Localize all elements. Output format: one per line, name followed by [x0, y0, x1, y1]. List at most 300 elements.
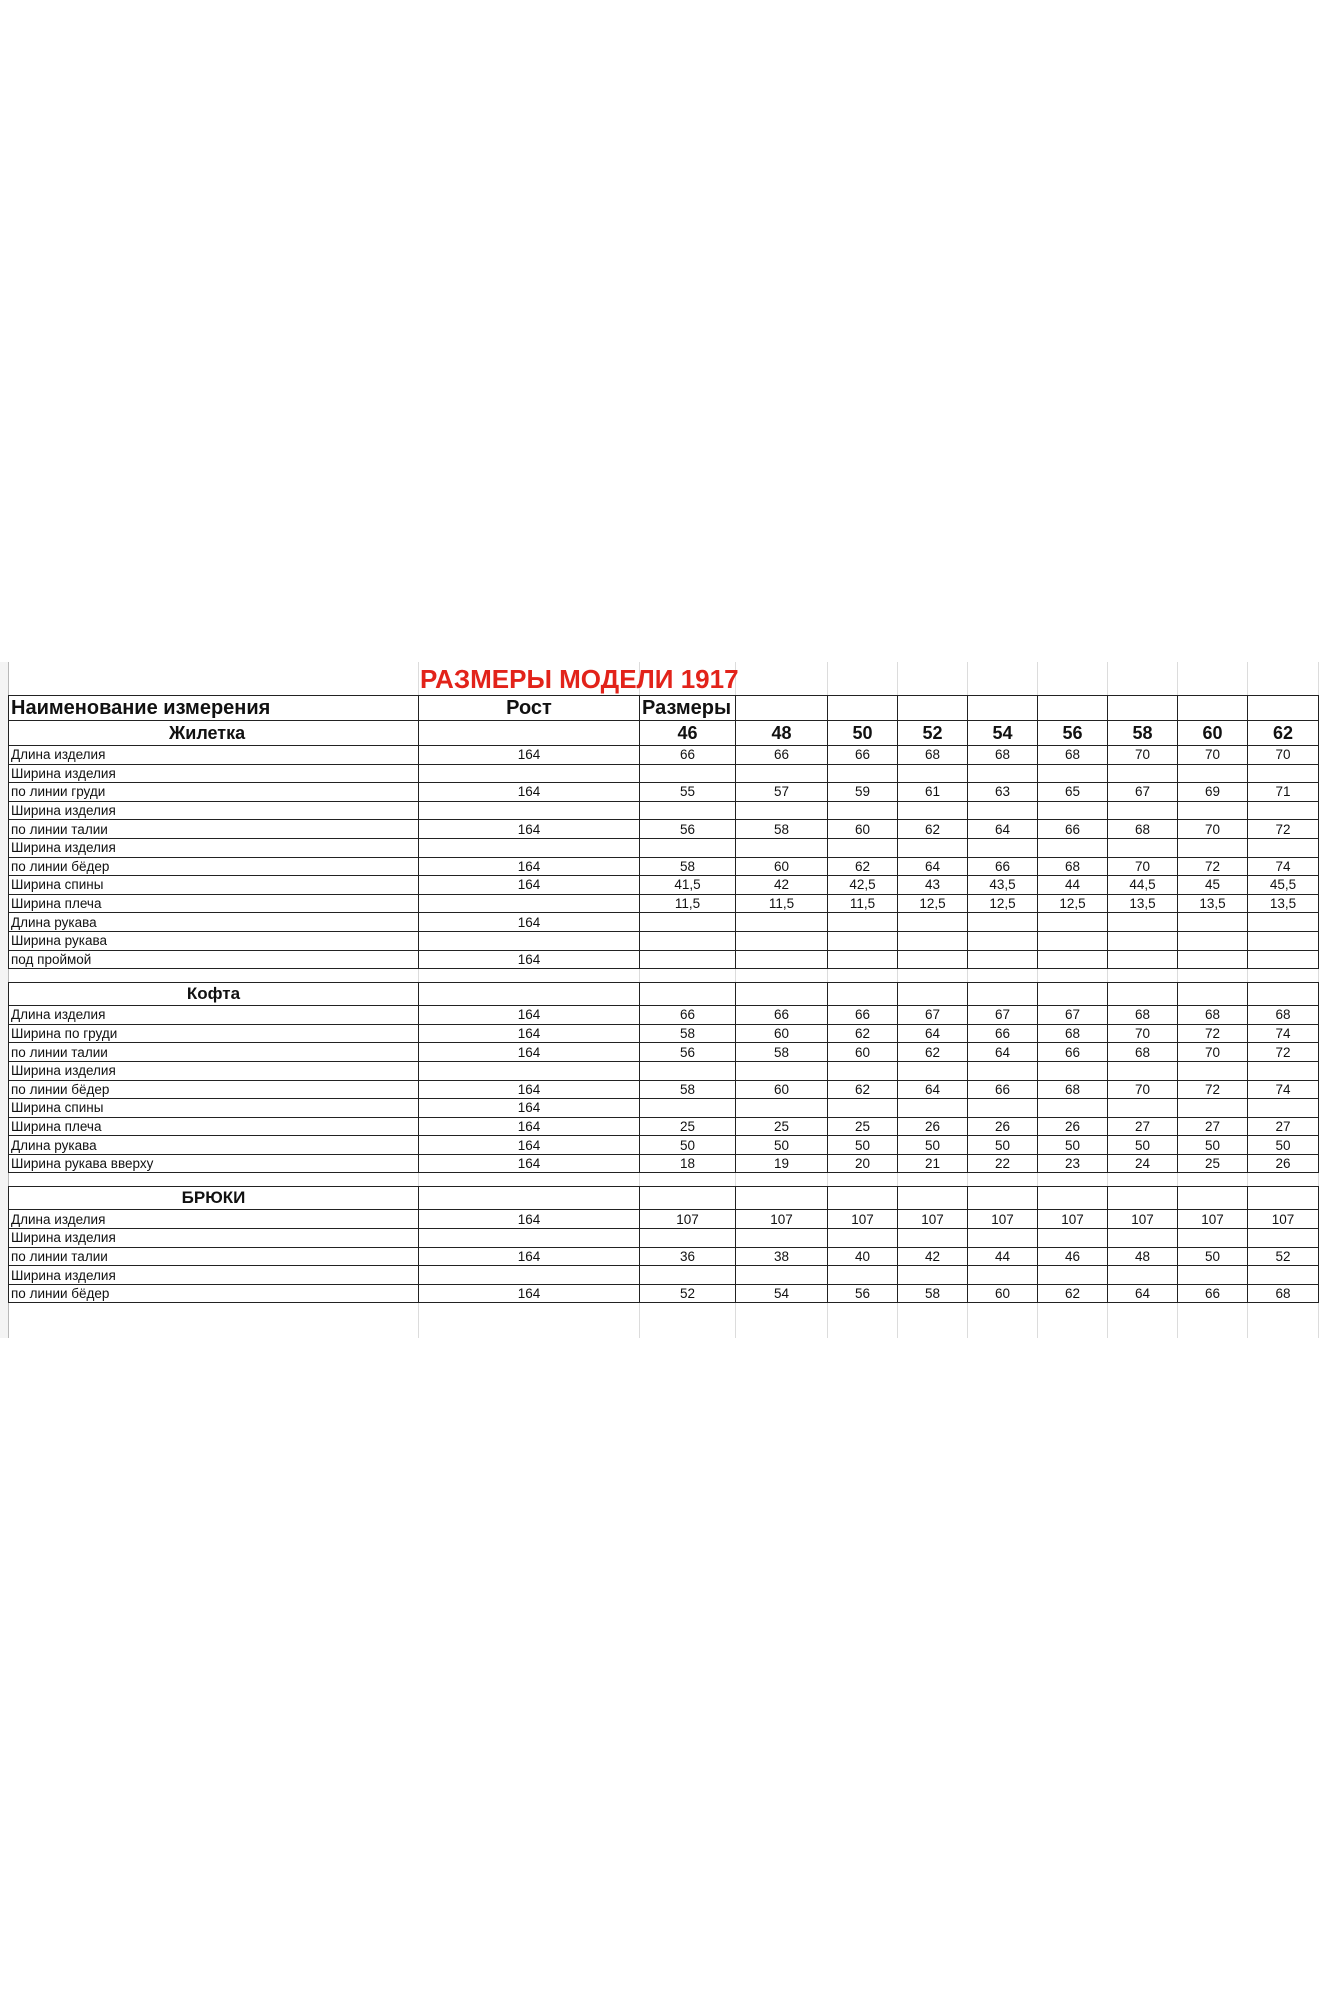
table-row — [9, 1229, 1319, 1248]
size-value-cell: 26 — [898, 1117, 968, 1136]
header-empty-cell — [1178, 696, 1248, 721]
spacer-cell — [1178, 969, 1248, 983]
size-value-cell: 56 — [640, 820, 736, 839]
size-value-cell: 12,5 — [968, 894, 1038, 913]
height-cell: 164 — [419, 746, 640, 765]
size-value-cell — [736, 1229, 828, 1248]
size-value-cell — [736, 1266, 828, 1285]
size-value-cell — [898, 1229, 968, 1248]
size-value-cell — [1248, 931, 1319, 950]
size-value-cell — [640, 950, 736, 969]
size-value-cell: 62 — [828, 1080, 898, 1099]
size-value-cell — [898, 913, 968, 932]
size-value-cell: 62 — [898, 820, 968, 839]
size-table — [8, 695, 1319, 1303]
size-value-cell: 68 — [1248, 1006, 1319, 1025]
size-value-cell: 68 — [1038, 1080, 1108, 1099]
size-value-cell: 68 — [898, 746, 968, 765]
spacer-cell — [1178, 1173, 1248, 1187]
size-value-cell — [1108, 931, 1178, 950]
size-value-cell: 24 — [1108, 1154, 1178, 1173]
spacer-cell — [1038, 969, 1108, 983]
size-value-cell: 68 — [1178, 1006, 1248, 1025]
size-value-cell: 63 — [968, 783, 1038, 802]
size-value-cell — [1248, 1099, 1319, 1118]
size-value-cell: 70 — [1108, 746, 1178, 765]
measure-label: Ширина изделия — [9, 1266, 419, 1285]
height-cell: 164 — [419, 950, 640, 969]
size-value-cell: 64 — [968, 820, 1038, 839]
size-value-cell: 50 — [968, 1136, 1038, 1155]
size-value-cell: 13,5 — [1248, 894, 1319, 913]
section-empty-cell — [419, 983, 640, 1006]
size-value-cell — [1178, 801, 1248, 820]
size-value-cell: 67 — [1038, 1006, 1108, 1025]
size-value-cell: 68 — [1038, 1024, 1108, 1043]
size-value-cell: 74 — [1248, 1080, 1319, 1099]
size-header-cell: 62 — [1248, 721, 1319, 746]
size-value-cell: 72 — [1178, 857, 1248, 876]
size-value-cell: 66 — [640, 1006, 736, 1025]
size-value-cell: 52 — [1248, 1247, 1319, 1266]
size-value-cell — [1108, 838, 1178, 857]
section-empty-cell — [968, 1187, 1038, 1210]
size-value-cell: 44,5 — [1108, 876, 1178, 895]
size-value-cell: 66 — [968, 1024, 1038, 1043]
size-value-cell: 60 — [736, 857, 828, 876]
size-value-cell: 57 — [736, 783, 828, 802]
size-value-cell — [898, 801, 968, 820]
size-value-cell: 27 — [1178, 1117, 1248, 1136]
size-value-cell: 71 — [1248, 783, 1319, 802]
table-row — [9, 1006, 1319, 1025]
size-value-cell: 61 — [898, 783, 968, 802]
size-value-cell — [1038, 1061, 1108, 1080]
height-cell: 164 — [419, 876, 640, 895]
size-value-cell: 66 — [968, 1080, 1038, 1099]
size-value-cell: 68 — [1108, 1006, 1178, 1025]
table-row — [9, 1136, 1319, 1155]
size-value-cell: 42,5 — [828, 876, 898, 895]
size-value-cell: 67 — [968, 1006, 1038, 1025]
height-cell: 164 — [419, 1247, 640, 1266]
size-header-cell: 54 — [968, 721, 1038, 746]
spacer-row — [9, 969, 1319, 983]
size-value-cell — [1108, 801, 1178, 820]
section-empty-cell — [1178, 983, 1248, 1006]
page-title: РАЗМЕРЫ МОДЕЛИ 1917 — [420, 664, 739, 694]
header-empty-cell — [1038, 696, 1108, 721]
height-cell — [419, 801, 640, 820]
size-value-cell: 50 — [1178, 1136, 1248, 1155]
header-name-cell: Наименование измерения — [9, 696, 419, 721]
size-value-cell: 58 — [640, 857, 736, 876]
section-title: БРЮКИ — [9, 1187, 419, 1210]
size-value-cell — [828, 1061, 898, 1080]
table-row — [9, 857, 1319, 876]
spacer-cell — [419, 969, 640, 983]
height-cell: 164 — [419, 913, 640, 932]
size-value-cell — [1038, 1229, 1108, 1248]
table-row — [9, 820, 1319, 839]
table-row — [9, 1266, 1319, 1285]
header-empty-cell — [1108, 696, 1178, 721]
size-value-cell — [1178, 931, 1248, 950]
size-value-cell — [640, 1266, 736, 1285]
size-value-cell — [898, 1061, 968, 1080]
table-row — [9, 783, 1319, 802]
size-value-cell: 64 — [898, 1080, 968, 1099]
size-value-cell: 42 — [898, 1247, 968, 1266]
height-cell: 164 — [419, 1154, 640, 1173]
size-value-cell: 43 — [898, 876, 968, 895]
size-value-cell: 42 — [736, 876, 828, 895]
size-value-cell: 68 — [1108, 820, 1178, 839]
size-value-cell — [828, 913, 898, 932]
height-cell — [419, 1229, 640, 1248]
section-empty-cell — [1248, 983, 1319, 1006]
size-value-cell — [1248, 801, 1319, 820]
size-value-cell: 70 — [1108, 1024, 1178, 1043]
table-row — [9, 1210, 1319, 1229]
section-empty-cell — [1108, 1187, 1178, 1210]
size-value-cell: 50 — [736, 1136, 828, 1155]
section-empty-cell — [640, 1187, 736, 1210]
size-value-cell: 55 — [640, 783, 736, 802]
section-empty-cell — [1038, 983, 1108, 1006]
section-header-row — [9, 1187, 1319, 1210]
section-title: Кофта — [9, 983, 419, 1006]
table-row — [9, 876, 1319, 895]
size-value-cell: 68 — [1038, 857, 1108, 876]
size-value-cell — [828, 931, 898, 950]
size-value-cell: 58 — [736, 1043, 828, 1062]
size-value-cell — [640, 913, 736, 932]
size-value-cell: 64 — [898, 857, 968, 876]
section-empty-cell — [968, 983, 1038, 1006]
table-row — [9, 1154, 1319, 1173]
size-value-cell — [1038, 764, 1108, 783]
height-cell: 164 — [419, 1043, 640, 1062]
size-value-cell: 58 — [640, 1080, 736, 1099]
spacer-cell — [9, 969, 419, 983]
size-value-cell: 72 — [1248, 1043, 1319, 1062]
size-value-cell: 56 — [640, 1043, 736, 1062]
measure-label: по линии талии — [9, 820, 419, 839]
size-value-cell: 66 — [1038, 820, 1108, 839]
size-value-cell — [898, 838, 968, 857]
size-header-cell: 50 — [828, 721, 898, 746]
size-value-cell — [736, 931, 828, 950]
size-value-cell: 62 — [828, 857, 898, 876]
size-value-cell: 70 — [1108, 1080, 1178, 1099]
size-value-cell: 50 — [1108, 1136, 1178, 1155]
table-row — [9, 1247, 1319, 1266]
size-value-cell: 11,5 — [828, 894, 898, 913]
size-value-cell: 67 — [898, 1006, 968, 1025]
table-row — [9, 1061, 1319, 1080]
header-height-cell: Рост — [419, 696, 640, 721]
table-row — [9, 1117, 1319, 1136]
size-value-cell: 72 — [1178, 1024, 1248, 1043]
header-empty-cell — [1248, 696, 1319, 721]
size-value-cell — [736, 1061, 828, 1080]
size-value-cell: 56 — [828, 1284, 898, 1303]
size-value-cell: 46 — [1038, 1247, 1108, 1266]
height-cell — [419, 1061, 640, 1080]
size-value-cell: 68 — [1108, 1043, 1178, 1062]
size-value-cell: 26 — [1038, 1117, 1108, 1136]
size-value-cell: 44 — [968, 1247, 1038, 1266]
spacer-cell — [1248, 969, 1319, 983]
size-value-cell — [736, 950, 828, 969]
size-value-cell — [1038, 950, 1108, 969]
size-value-cell: 45 — [1178, 876, 1248, 895]
size-value-cell: 68 — [1248, 1284, 1319, 1303]
size-value-cell — [1108, 913, 1178, 932]
section-empty-cell — [898, 983, 968, 1006]
size-value-cell — [1178, 764, 1248, 783]
measure-label: Ширина изделия — [9, 764, 419, 783]
size-value-cell — [1178, 1229, 1248, 1248]
table-header-row — [9, 696, 1319, 721]
height-cell: 164 — [419, 1284, 640, 1303]
size-value-cell: 74 — [1248, 1024, 1319, 1043]
table-row — [9, 913, 1319, 932]
spacer-cell — [640, 1173, 736, 1187]
size-value-cell — [898, 931, 968, 950]
measure-label: по линии талии — [9, 1247, 419, 1266]
header-sizes-cell: Размеры — [640, 696, 736, 721]
size-value-cell: 60 — [828, 820, 898, 839]
table-row — [9, 801, 1319, 820]
size-value-cell: 69 — [1178, 783, 1248, 802]
size-value-cell — [968, 801, 1038, 820]
section-title: Жилетка — [9, 721, 419, 746]
spacer-cell — [828, 1173, 898, 1187]
height-cell — [419, 764, 640, 783]
size-value-cell: 19 — [736, 1154, 828, 1173]
size-value-cell — [1038, 913, 1108, 932]
measure-label: Длина изделия — [9, 1210, 419, 1229]
table-row — [9, 1284, 1319, 1303]
spacer-cell — [968, 1173, 1038, 1187]
size-value-cell: 22 — [968, 1154, 1038, 1173]
size-value-cell: 60 — [828, 1043, 898, 1062]
size-value-cell: 107 — [898, 1210, 968, 1229]
size-value-cell: 70 — [1178, 1043, 1248, 1062]
size-value-cell: 21 — [898, 1154, 968, 1173]
size-value-cell: 107 — [640, 1210, 736, 1229]
size-value-cell — [968, 1061, 1038, 1080]
size-value-cell: 68 — [968, 746, 1038, 765]
spacer-row — [9, 1173, 1319, 1187]
height-cell: 164 — [419, 1024, 640, 1043]
measure-label: по линии бёдер — [9, 1080, 419, 1099]
measure-label: Ширина спины — [9, 1099, 419, 1118]
measure-label: Ширина плеча — [9, 1117, 419, 1136]
size-value-cell: 36 — [640, 1247, 736, 1266]
measure-label: по линии талии — [9, 1043, 419, 1062]
measure-label: Длина изделия — [9, 1006, 419, 1025]
section-header-row — [9, 983, 1319, 1006]
size-value-cell: 40 — [828, 1247, 898, 1266]
size-value-cell: 27 — [1108, 1117, 1178, 1136]
section-empty-cell — [828, 1187, 898, 1210]
size-value-cell: 48 — [1108, 1247, 1178, 1266]
size-value-cell — [640, 1099, 736, 1118]
height-cell: 164 — [419, 1080, 640, 1099]
measure-label: Ширина изделия — [9, 801, 419, 820]
height-cell: 164 — [419, 1136, 640, 1155]
section-empty-cell — [1038, 1187, 1108, 1210]
size-value-cell: 64 — [898, 1024, 968, 1043]
size-value-cell — [828, 801, 898, 820]
size-value-cell — [1038, 931, 1108, 950]
measure-label: Ширина по груди — [9, 1024, 419, 1043]
size-value-cell: 58 — [898, 1284, 968, 1303]
measure-label: Ширина изделия — [9, 1061, 419, 1080]
size-value-cell: 44 — [1038, 876, 1108, 895]
size-value-cell: 23 — [1038, 1154, 1108, 1173]
size-value-cell — [968, 931, 1038, 950]
size-value-cell — [1108, 1099, 1178, 1118]
size-value-cell — [1178, 1061, 1248, 1080]
size-value-cell — [736, 801, 828, 820]
size-value-cell: 107 — [968, 1210, 1038, 1229]
height-cell — [419, 838, 640, 857]
height-cell: 164 — [419, 1099, 640, 1118]
measure-label: Ширина рукава — [9, 931, 419, 950]
size-value-cell: 64 — [968, 1043, 1038, 1062]
section-empty-cell — [419, 721, 640, 746]
header-empty-cell — [828, 696, 898, 721]
table-row — [9, 1043, 1319, 1062]
size-value-cell: 38 — [736, 1247, 828, 1266]
spacer-cell — [1248, 1173, 1319, 1187]
height-cell: 164 — [419, 783, 640, 802]
size-value-cell: 12,5 — [898, 894, 968, 913]
size-value-cell — [898, 764, 968, 783]
size-value-cell — [736, 913, 828, 932]
table-row — [9, 746, 1319, 765]
size-value-cell: 107 — [736, 1210, 828, 1229]
section-header-row — [9, 721, 1319, 746]
spacer-cell — [898, 969, 968, 983]
size-value-cell — [968, 913, 1038, 932]
size-value-cell — [1108, 1266, 1178, 1285]
height-cell: 164 — [419, 1006, 640, 1025]
size-value-cell: 26 — [1248, 1154, 1319, 1173]
size-value-cell — [1248, 1266, 1319, 1285]
size-value-cell: 66 — [828, 1006, 898, 1025]
size-value-cell: 11,5 — [736, 894, 828, 913]
table-row — [9, 894, 1319, 913]
size-value-cell: 50 — [898, 1136, 968, 1155]
table-row — [9, 764, 1319, 783]
size-value-cell — [828, 764, 898, 783]
measure-label: по линии груди — [9, 783, 419, 802]
measure-label: Ширина спины — [9, 876, 419, 895]
size-value-cell — [640, 764, 736, 783]
size-value-cell — [640, 931, 736, 950]
size-value-cell — [1108, 950, 1178, 969]
section-empty-cell — [640, 983, 736, 1006]
section-empty-cell — [736, 1187, 828, 1210]
size-value-cell: 107 — [1038, 1210, 1108, 1229]
size-value-cell — [968, 838, 1038, 857]
table-row — [9, 838, 1319, 857]
size-value-cell — [640, 838, 736, 857]
spacer-cell — [736, 1173, 828, 1187]
size-value-cell — [1248, 1061, 1319, 1080]
size-value-cell: 54 — [736, 1284, 828, 1303]
size-value-cell: 25 — [1178, 1154, 1248, 1173]
size-value-cell: 50 — [1248, 1136, 1319, 1155]
size-value-cell — [736, 764, 828, 783]
height-cell — [419, 931, 640, 950]
size-header-cell: 56 — [1038, 721, 1108, 746]
size-header-cell: 58 — [1108, 721, 1178, 746]
section-empty-cell — [1248, 1187, 1319, 1210]
size-value-cell — [828, 838, 898, 857]
size-value-cell: 65 — [1038, 783, 1108, 802]
size-value-cell: 41,5 — [640, 876, 736, 895]
size-value-cell: 66 — [1178, 1284, 1248, 1303]
size-value-cell: 50 — [640, 1136, 736, 1155]
height-cell — [419, 894, 640, 913]
spacer-cell — [1108, 969, 1178, 983]
section-empty-cell — [1108, 983, 1178, 1006]
height-cell: 164 — [419, 857, 640, 876]
size-value-cell: 66 — [736, 746, 828, 765]
height-cell: 164 — [419, 1210, 640, 1229]
measure-label: Ширина плеча — [9, 894, 419, 913]
size-value-cell: 70 — [1178, 746, 1248, 765]
spacer-cell — [898, 1173, 968, 1187]
size-value-cell — [968, 950, 1038, 969]
size-value-cell: 72 — [1248, 820, 1319, 839]
size-value-cell — [1038, 838, 1108, 857]
size-header-cell: 48 — [736, 721, 828, 746]
size-value-cell — [968, 764, 1038, 783]
size-value-cell — [736, 838, 828, 857]
size-value-cell — [1178, 913, 1248, 932]
size-value-cell — [1178, 1266, 1248, 1285]
size-value-cell — [1038, 801, 1108, 820]
size-value-cell — [1178, 1099, 1248, 1118]
size-value-cell: 12,5 — [1038, 894, 1108, 913]
table-row — [9, 950, 1319, 969]
size-value-cell — [898, 1266, 968, 1285]
spacer-cell — [968, 969, 1038, 983]
size-value-cell — [1178, 950, 1248, 969]
size-value-cell — [1178, 838, 1248, 857]
size-value-cell — [1248, 764, 1319, 783]
size-value-cell — [640, 1061, 736, 1080]
size-value-cell: 59 — [828, 783, 898, 802]
header-empty-cell — [898, 696, 968, 721]
measure-label: по линии бёдер — [9, 1284, 419, 1303]
size-value-cell: 107 — [1108, 1210, 1178, 1229]
size-header-cell: 52 — [898, 721, 968, 746]
size-value-cell — [968, 1099, 1038, 1118]
spacer-cell — [9, 1173, 419, 1187]
size-value-cell — [640, 1229, 736, 1248]
measure-label: Длина изделия — [9, 746, 419, 765]
table-row — [9, 1099, 1319, 1118]
size-value-cell — [968, 1229, 1038, 1248]
